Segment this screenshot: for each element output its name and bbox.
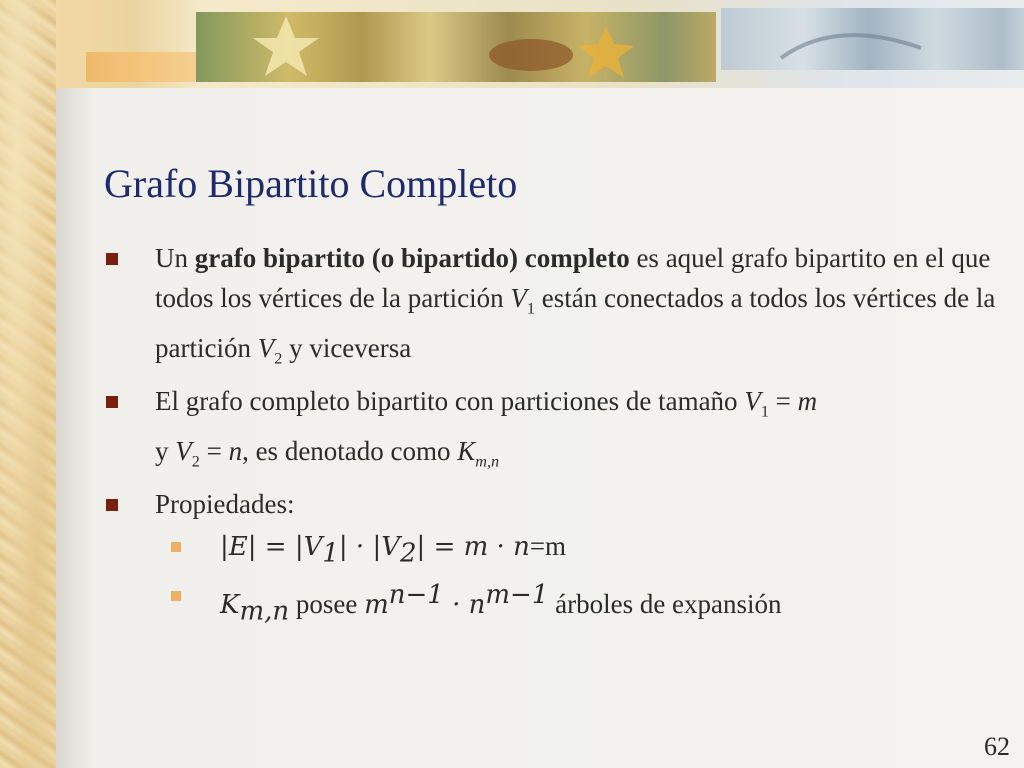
page-number: 62 xyxy=(984,732,1010,761)
decorative-leaf-banner xyxy=(56,0,1024,88)
math-formula: |E| = |V xyxy=(220,531,323,562)
math-subscript: m,n xyxy=(475,452,500,471)
square-bullet-icon xyxy=(106,253,118,265)
text-segment: = xyxy=(768,385,798,416)
math-subscript: 1 xyxy=(526,299,535,318)
math-subscript: 2 xyxy=(191,452,200,471)
math-variable: V xyxy=(510,283,527,313)
math-subscript: 1 xyxy=(760,402,769,421)
text-segment: =m xyxy=(529,530,567,561)
parchment-border xyxy=(0,0,56,768)
text-segment: y xyxy=(155,436,176,467)
text-segment: El grafo completo bipartito con particiones de tamaño xyxy=(155,385,745,416)
math-operator: · xyxy=(443,589,469,620)
math-superscript: m−1 xyxy=(485,579,549,610)
math-variable: V xyxy=(744,385,761,416)
bullet-item-notation xyxy=(100,381,1000,482)
math-variable: V xyxy=(257,333,275,364)
math-variable: m xyxy=(364,589,389,620)
leaf-icon xyxy=(251,14,321,80)
text-segment: Propiedades: xyxy=(155,488,295,519)
text-segment: y viceversa xyxy=(282,333,412,364)
text-segment: posee xyxy=(289,588,365,619)
math-superscript: n−1 xyxy=(388,579,444,610)
math-subscript: 2 xyxy=(274,349,283,368)
sub-bullet-spanning-trees xyxy=(100,575,1000,631)
bullet-item-properties xyxy=(100,484,1000,524)
bullet-item-definition xyxy=(100,238,1000,379)
square-bullet-icon xyxy=(106,396,118,408)
bold-term: grafo bipartito (o bipartido) completo xyxy=(194,243,630,273)
small-square-bullet-icon xyxy=(171,542,181,552)
math-formula: | · |V xyxy=(338,531,400,562)
text-segment: árboles de expansión xyxy=(548,588,782,619)
math-variable: n xyxy=(468,589,486,620)
square-bullet-icon xyxy=(106,499,118,511)
leaf-icon xyxy=(486,30,576,80)
text-segment: , es denotado como xyxy=(242,436,458,467)
bullet-list xyxy=(100,238,1000,631)
math-subscript: m,n xyxy=(239,596,290,627)
text-segment: = xyxy=(199,436,229,467)
math-subscript: 1 xyxy=(322,537,339,568)
text-segment: es aquel grafo bipartito en el que todos los vértices de la partición xyxy=(155,243,991,313)
math-formula: | = m · n xyxy=(416,531,530,562)
text-segment: Un xyxy=(155,243,195,273)
text-segment: están conectados a todos los vértices de la partición xyxy=(155,283,996,364)
math-variable: V xyxy=(175,436,192,467)
small-square-bullet-icon xyxy=(171,591,181,601)
math-variable: K xyxy=(220,589,240,620)
math-variable: K xyxy=(457,436,476,467)
math-variable: n xyxy=(228,436,243,467)
slide-title: Grafo Bipartito Completo xyxy=(104,161,518,206)
banner-orange-band xyxy=(86,52,196,82)
leaf-icon xyxy=(576,24,636,80)
math-subscript: 2 xyxy=(400,537,417,568)
math-variable: m xyxy=(797,385,818,416)
leaf-icon xyxy=(776,18,926,68)
sub-bullet-edge-count xyxy=(100,526,1000,573)
